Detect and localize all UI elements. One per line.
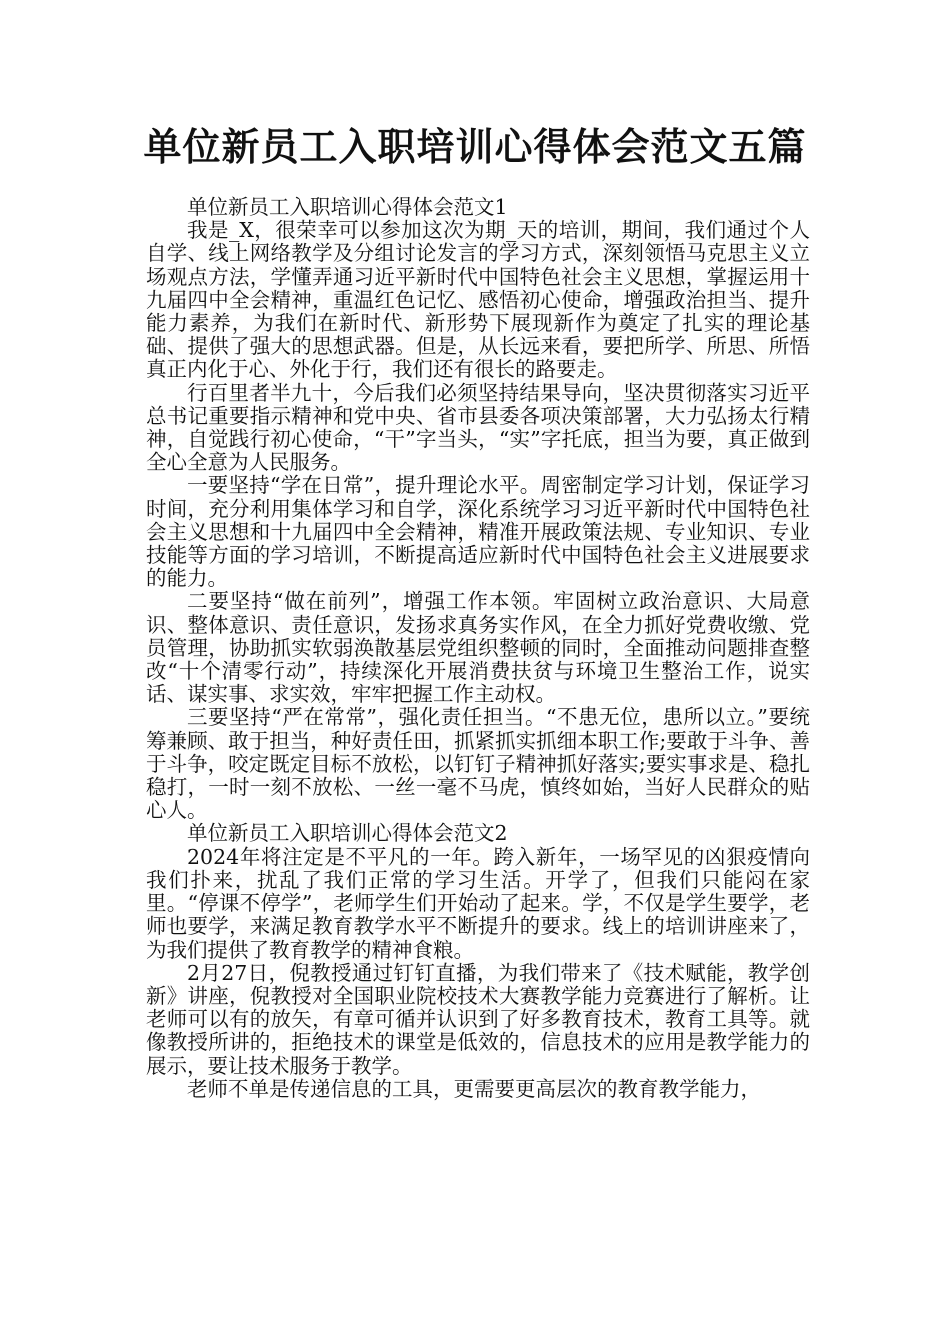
paragraph: 2024年将注定是不平凡的一年。跨入新年，一场罕见的凶狠疫情向我们扑来，扰乱了我们正常的学习生活。开学了，但我们只能闷在家里。“停课不停学”，老师学生们开始动了起来。学，不仅是学生要学，老师也要学，来满足教育教学水平不断提升的要求。线上的培训讲座来了，为我们提供了教育教学的精神食粮。 (146, 844, 810, 962)
paragraph: 行百里者半九十，今后我们必须坚持结果导向，坚决贯彻落实习近平总书记重要指示精神和党中央、省市县委各项决策部署，大力弘扬太行精神，自觉践行初心使命，“干”字当头，“实”字托底，担当为要，真正做到全心全意为人民服务。 (146, 380, 810, 475)
document-title: 单位新员工入职培训心得体会范文五篇 (143, 125, 807, 169)
paragraph: 2月27日，倪教授通过钉钉直播，为我们带来了《技术赋能，教学创新》讲座，倪教授对全国职业院校技术大赛教学能力竞赛进行了解析。让老师可以有的放矢，有章可循并认识到了好多教育技术，教育工具等。就像教授所讲的，拒绝技术的课堂是低效的，信息技术的应用是教学能力的展示，要让技术服务于教学。 (146, 960, 810, 1078)
document-body (146, 196, 810, 1101)
section-heading-1: 单位新员工入职培训心得体会范文1 (187, 195, 508, 219)
paragraph: 一要坚持“学在日常”，提升理论水平。周密制定学习计划，保证学习时间，充分利用集体学习和自学，深化系统学习习近平新时代中国特色社会主义思想和十九届四中全会精神，精准开展政策法规、专业知识、专业技能等方面的学习培训，不断提高适应新时代中国特色社会主义进展要求的能力。 (146, 473, 810, 591)
paragraph: 二要坚持“做在前列”，增强工作本领。牢固树立政治意识、大局意识、整体意识、责任意识，发扬求真务实作风，在全力抓好党费收缴、党员管理，协助抓实软弱涣散基层党组织整顿的同时，全面推动问题排查整改“十个清零行动”，持续深化开展消费扶贫与环境卫生整治工作，说实话、谋实事、求实效，牢牢把握工作主动权。 (146, 589, 810, 707)
paragraph: 我是_X，很荣幸可以参加这次为期_天的培训，期间，我们通过个人自学、线上网络教学及分组讨论发言的学习方式，深刻领悟马克思主义立场观点方法，学懂弄通习近平新时代中国特色社会主义思想，掌握运用十九届四中全会精神，重温红色记忆、感悟初心使命，增强政治担当、提升能力素养，为我们在新时代、新形势下展现新作为奠定了扎实的理论基础、提供了强大的思想武器。但是，从长远来看，要把所学、所思、所悟真正内化于心、外化于行，我们还有很长的路要走。 (146, 218, 810, 382)
paragraph: 三要坚持“严在常常”，强化责任担当。“不患无位，患所以立。”要统筹兼顾、敢于担当，种好责任田，抓紧抓实抓细本职工作;要敢于斗争、善于斗争，咬定既定目标不放松，以钉钉子精神抓好落实;要实事求是、稳扎稳打，一时一刻不放松、一丝一毫不马虎，慎终如始，当好人民群众的贴心人。 (146, 705, 810, 823)
paragraph: 老师不单是传递信息的工具，更需要更高层次的教育教学能力， (187, 1076, 761, 1101)
section-heading-2: 单位新员工入职培训心得体会范文2 (187, 821, 508, 846)
